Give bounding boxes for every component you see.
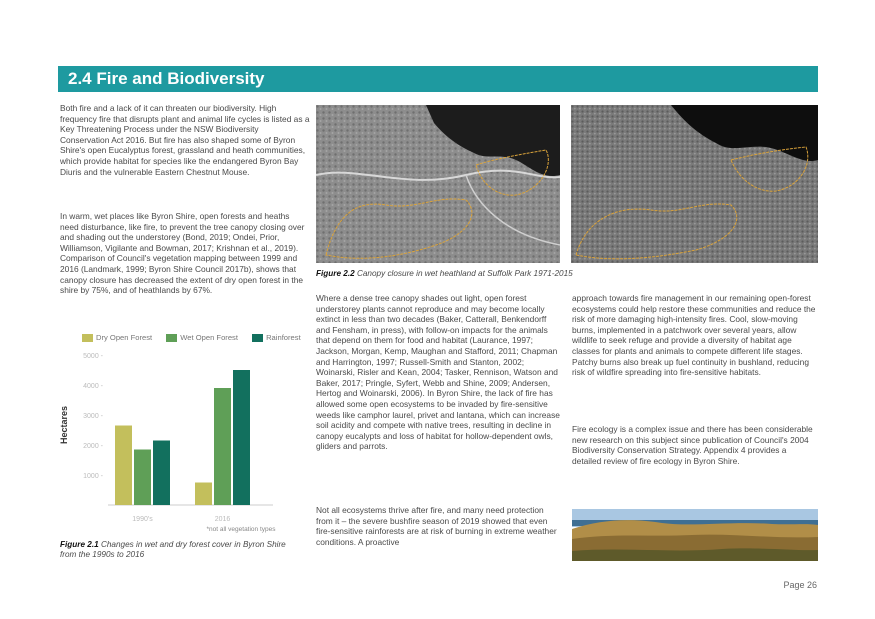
legend-item-rainforest: Rainforest [252, 333, 301, 342]
column-2-paragraph-1: Where a dense tree canopy shades out light, open forest understorey plants cannot reproduce and may become locally extinct in less than two decades (Baker, Catterall, Benkendorff and Fensham, in press), with follow-on impacts for the animals that depend on them for food and habitat (Laurance, 1997; Jackson, Morgan, Kemp, Maughan and Stafford, 2011; Chapman and Harrington, 1997; Russell-Smith and Stanton, 2002; Woinarski, Risler and Kean, 2004; Tasker, Rennison, Watson and Baker, 2017; Pringle, Syfert, Webb and Shine, 2009; Andersen, Hertog and Woinarski, 2006). In Byron Shire, the lack of fire has allowed some open ecosystems to be invaded by fire-sensitive weeds like camphor laurel, privet and lantana, which can increase soil acidity and compete with native trees, resulting in decline in canopy eucalypts and loss of habitat for hollow-dependent owls, gliders and parrots. [316, 293, 560, 452]
figure-2-2-caption [316, 269, 816, 279]
y-tick-label: 4000 - [83, 383, 103, 390]
page-number: Page 26 [783, 580, 817, 590]
intro-paragraph-1: Both fire and a lack of it can threaten our biodiversity. High frequency fire that disrupts plant and animal life cycles is listed as a Key Threatening Process under the NSW Biodiversity Conservation Act 2016. But fire has also shaped some of Byron Shire's open Eucalyptus forest, grassland and heath communities, which provide habitat for species like the endangered Byron Bay Diuris and the vulnerable Eastern Chestnut Mouse. [60, 103, 310, 177]
bar-dry-open-forest-0 [115, 426, 132, 506]
section-banner [58, 66, 818, 92]
y-tick-label: 5000 - [83, 353, 103, 360]
figure-2-2-text: Canopy closure in wet heathland at Suffolk Park 1971-2015 [356, 269, 573, 278]
chart-legend [82, 333, 313, 342]
bar-rainforest-0 [153, 441, 170, 506]
y-tick-label: 1000 - [83, 473, 103, 480]
x-tick-label: 2016 [214, 516, 231, 523]
figure-2-1-label: Figure 2.1 [60, 540, 99, 549]
legend-item-dry-open-forest: Dry Open Forest [82, 333, 152, 342]
figure-2-2-label: Figure 2.2 [316, 269, 355, 278]
figure-2-1-caption [60, 540, 300, 560]
column-2-paragraph-2: Not all ecosystems thrive after fire, and many need protection from it – the severe bushfire season of 2019 showed that even fire-sensitive rainforests are at risk of burning in extreme weather conditions. A proactive [316, 505, 557, 547]
bar-dry-open-forest-1 [195, 483, 212, 506]
section-title: 2.4 Fire and Biodiversity [68, 69, 265, 88]
figure-2-1-text: Changes in wet and dry forest cover in Byron Shire from the 1990s to 2016 [60, 540, 286, 559]
x-tick-label: 1990's [132, 516, 153, 523]
intro-paragraph-2: In warm, wet places like Byron Shire, open forests and heaths need disturbance, like fire, to prevent the tree canopy closing over and shading out the understorey (Bond, 2019; Ondei, Prior, Williamson, Vigilante and Bowman, 2017; Krishnan et al., 2019). Comparison of Council's vegetation mapping between 1999 and 2016 (Landmark, 1999; Byron Shire Council 2017b), shows that canopy closure has decreased the extent of dry open forest in the shire by 75%, and of heathlands by 67%. [60, 211, 305, 296]
aerial-photo-1971 [316, 105, 560, 263]
aerial-photo-2015 [571, 105, 818, 263]
bar-wet-open-forest-0 [134, 450, 151, 506]
forest-cover-bar-chart [58, 345, 293, 537]
heathland-landscape-photo [572, 509, 818, 561]
column-3-paragraph-1: approach towards fire management in our remaining open-forest ecosystems could help restore these communities and reduce the risk of more damaging high-intensity fires. Cool, slow-moving burns, implemented in a patchwork over several years, allow wildlife to seek refuge and provide a diversity of habitat age classes for plants and animals to compete different life stages. Patchy burns also break up fuel continuity in bushland, reducing risk of wildfire spreading into fire-sensitive habitats. [572, 293, 816, 378]
legend-item-wet-open-forest: Wet Open Forest [166, 333, 238, 342]
x-axis-note: *not all vegetation types [206, 526, 276, 533]
column-3-paragraph-2: Fire ecology is a complex issue and there has been considerable new research on this subject since publication of Council's 2004 Biodiversity Conservation Strategy. Appendix 4 provides a detailed review of fire ecology in Byron Shire. [572, 424, 813, 466]
y-tick-label: 2000 - [83, 443, 103, 450]
bar-rainforest-1 [233, 370, 250, 505]
bar-wet-open-forest-1 [214, 388, 231, 505]
y-tick-label: 3000 - [83, 413, 103, 420]
y-axis-label: Hectares [59, 405, 69, 445]
